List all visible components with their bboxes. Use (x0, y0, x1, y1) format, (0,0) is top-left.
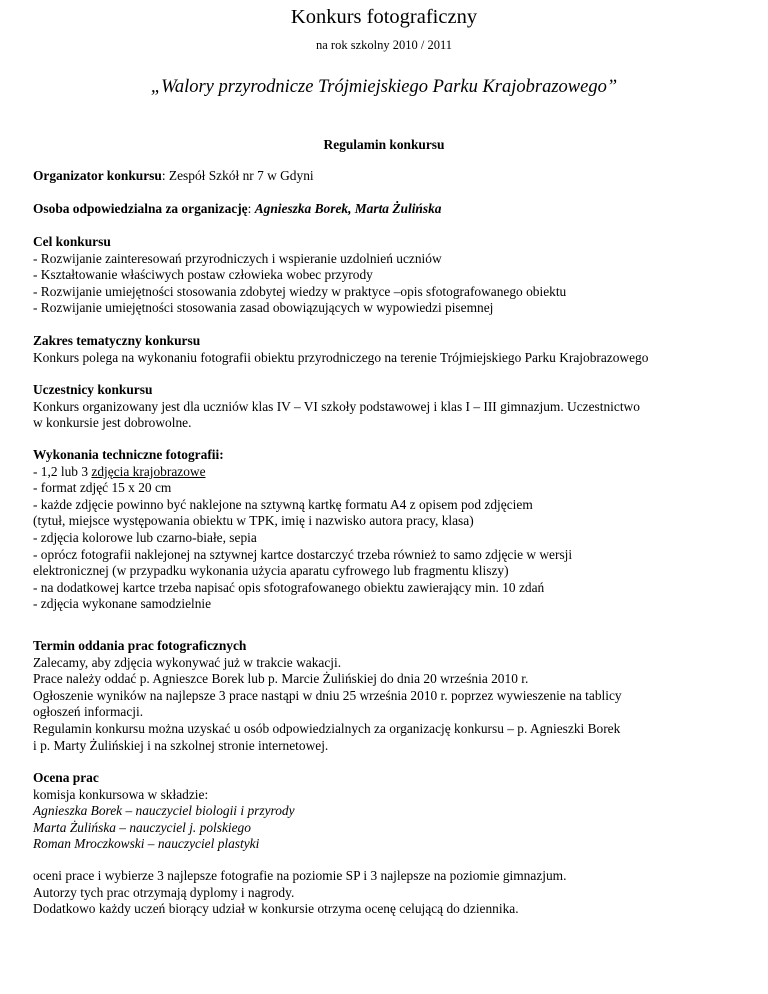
goal-section (33, 234, 741, 317)
technical-item: - każde zdjęcie powinno być naklejone na sztywną kartkę formatu A4 z opisem pod zdjęciem (33, 496, 533, 512)
deadline-line: Zalecamy, aby zdjęcia wykonywać już w trakcie wakacji. (33, 654, 342, 670)
evaluation-line: Dodatkowo każdy uczeń biorący udział w konkursie otrzyma ocenę celującą do dziennika. (33, 901, 519, 917)
evaluation-line: oceni prace i wybierze 3 najlepsze fotografie na poziomie SP i 3 najlepsze na poziomie gimnazjum. (33, 868, 567, 883)
responsible-label: Osoba odpowiedzialna za organizację (33, 201, 248, 216)
technical-item (33, 464, 741, 481)
technical-item: (tytuł, miejsce występowania obiektu w TPK, imię i nazwisko autora pracy, klasa) (33, 513, 474, 529)
organizer-value: : Zespół Szkół nr 7 w Gdyni (161, 168, 314, 183)
document-subtitle: na rok szkolny 2010 / 2011 (316, 38, 452, 52)
evaluation-intro: komisja konkursowa w składzie: (33, 786, 209, 802)
goal-heading: Cel konkursu (33, 234, 111, 249)
responsible-value: Agnieszka Borek, Marta Żulińska (254, 201, 442, 216)
organizer-line (33, 168, 741, 185)
scope-text: Konkurs polega na wykonaniu fotografii obiektu przyrodniczego na terenie Trójmiejskiego Parku Krajobrazowego (33, 349, 649, 365)
technical-item: - zdjęcia wykonane samodzielnie (33, 596, 212, 612)
deadline-section (33, 638, 741, 754)
committee-member: Marta Żulińska – nauczyciel j. polskiego (33, 819, 251, 835)
participants-heading: Uczestnicy konkursu (33, 382, 153, 397)
deadline-line: ogłoszeń informacji. (33, 704, 144, 720)
evaluation-line: Autorzy tych prac otrzymają dyplomy i nagrody. (33, 884, 295, 900)
rules-heading: Regulamin konkursu (323, 137, 445, 152)
organizer-label: Organizator konkursu (33, 168, 162, 183)
committee-member: Roman Mroczkowski – nauczyciel plastyki (33, 836, 260, 852)
technical-item-prefix: - 1,2 lub 3 (33, 463, 92, 479)
responsible-line (33, 201, 741, 218)
goal-item: - Rozwijanie zainteresowań przyrodniczych i wspieranie uzdolnień uczniów (33, 250, 442, 266)
responsible-sep: : (247, 201, 255, 216)
technical-item-underlined: zdjęcia krajobrazowe (91, 463, 206, 479)
deadline-line: Regulamin konkursu można uzyskać u osób odpowiedzialnych za organizację konkursu – p. Agnieszki Borek (33, 720, 621, 736)
committee-member: Agnieszka Borek – nauczyciel biologii i przyrody (33, 803, 295, 819)
technical-item: elektronicznej (w przypadku wykonania użycia aparatu cyfrowego lub fragmentu kliszy) (33, 563, 509, 579)
document-title: Konkurs fotograficzny (290, 6, 478, 28)
evaluation-result (33, 868, 741, 918)
deadline-heading: Termin oddania prac fotograficznych (33, 638, 247, 653)
goal-item: - Rozwijanie umiejętności stosowania zdobytej wiedzy w praktyce –opis sfotografowanego obiektu (33, 283, 567, 299)
deadline-line: Ogłoszenie wyników na najlepsze 3 prace nastąpi w dniu 25 września 2010 r. poprzez wywieszenie na tablicy (33, 687, 622, 703)
contest-motto: „Walory przyrodnicze Trójmiejskiego Parku Krajobrazowego” (150, 77, 618, 97)
organizer-section (33, 168, 741, 185)
scope-section (33, 333, 763, 366)
responsible-section (33, 201, 741, 218)
technical-item: - na dodatkowej kartce trzeba napisać opis sfotografowanego obiektu zawierający min. 10 zdań (33, 579, 545, 595)
technical-section (33, 447, 741, 613)
goal-item: - Kształtowanie właściwych postaw człowieka wobec przyrody (33, 267, 373, 283)
technical-item: - zdjęcia kolorowe lub czarno-białe, sepia (33, 529, 257, 545)
participants-text-line: w konkursie jest dobrowolne. (33, 415, 192, 431)
deadline-line: Prace należy oddać p. Agnieszce Borek lub p. Marcie Żulińskiej do dnia 20 września 2010 r. (33, 671, 529, 687)
participants-text-line: Konkurs organizowany jest dla uczniów klas IV – VI szkoły podstawowej i klas I – III gimnazjum. Uczestnictwo (33, 398, 640, 414)
deadline-line: i p. Marty Żulińskiej i na szkolnej stronie internetowej. (33, 737, 329, 753)
evaluation-section (33, 770, 741, 853)
scope-heading: Zakres tematyczny konkursu (33, 333, 201, 348)
evaluation-heading: Ocena prac (33, 770, 99, 785)
technical-item: - format zdjęć 15 x 20 cm (33, 480, 172, 496)
goal-item: - Rozwijanie umiejętności stosowania zasad obowiązujących w wypowiedzi pisemnej (33, 300, 494, 316)
technical-item: - oprócz fotografii naklejonej na sztywnej kartce dostarczyć trzeba również to samo zdjęcie w wersji (33, 546, 573, 562)
participants-section (33, 382, 741, 432)
technical-heading: Wykonania techniczne fotografii: (33, 447, 224, 462)
